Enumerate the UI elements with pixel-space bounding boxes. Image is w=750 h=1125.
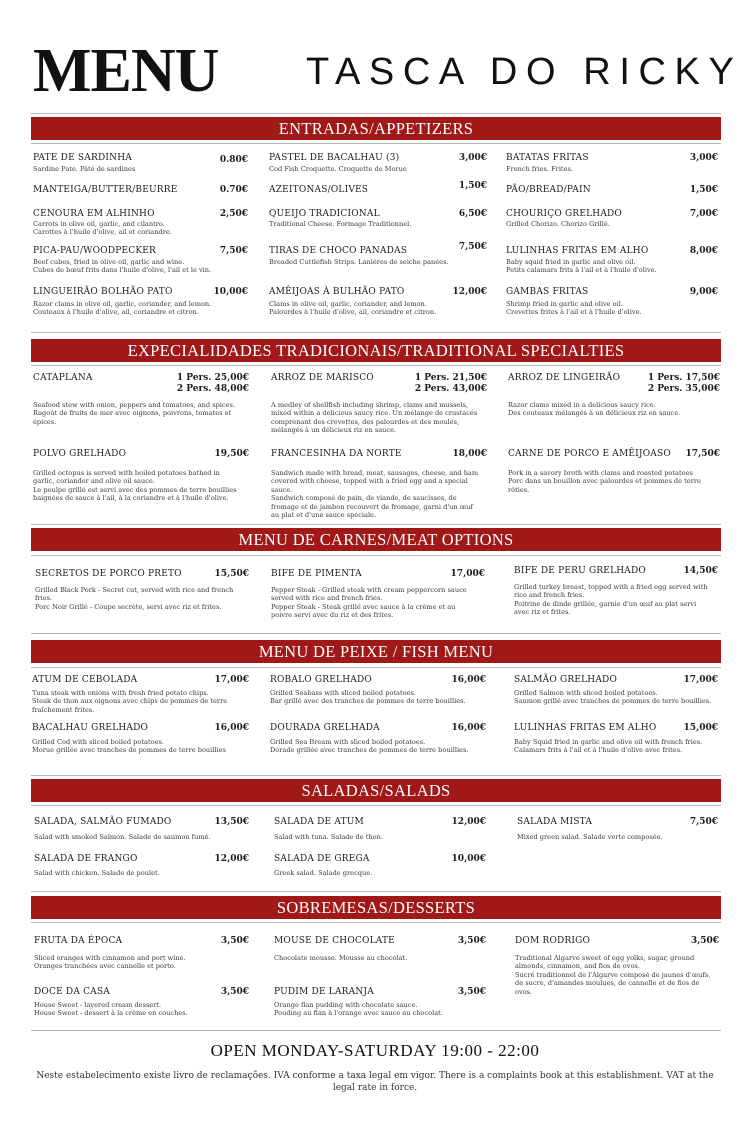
item-name: SALADA DE FRANGO bbox=[34, 854, 138, 864]
item-price: 3,50€ bbox=[220, 936, 249, 946]
divider bbox=[31, 332, 721, 333]
item-name: SALADA DE GREGA bbox=[274, 854, 370, 864]
legal-note: Neste estabelecimento existe livro de reclamações. IVA conforme a taxa legal em vigor. There is a complaints book at this establishment. VAT at the legal rate in force. bbox=[36, 1071, 714, 1093]
item-name: PÃO/BREAD/PAIN bbox=[506, 185, 591, 195]
section-banner-fish: MENU DE PEIXE / FISH MENU bbox=[31, 640, 721, 663]
item-description: Traditional Cheese. Formage Traditionnel. bbox=[269, 220, 412, 228]
item-price: 3,50€ bbox=[457, 987, 486, 997]
item-price: 17,00€ bbox=[450, 569, 485, 579]
item-price: 14,50€ bbox=[683, 566, 718, 576]
divider bbox=[31, 805, 721, 806]
item-name: TIRAS DE CHOCO PANADAS bbox=[269, 246, 408, 256]
item-price: 19,50€ bbox=[214, 449, 249, 459]
item-price: 7,00€ bbox=[689, 209, 718, 219]
item-name: ARROZ DE MARISCO bbox=[271, 373, 374, 383]
divider bbox=[31, 891, 721, 892]
item-description: Salad with tuna. Salade de thon. bbox=[274, 833, 383, 841]
item-name: SECRETOS DE PORCO PRETO bbox=[35, 569, 182, 579]
item-description: Clams in olive oil, garlic, coriander, and lemon. Palourdes à l'huile d'olive, ail, coriandre et citron. bbox=[269, 300, 437, 317]
item-description: Shrimp fried in garlic and olive oil. Crevettes frites à l'ail et à l'huile d'olive. bbox=[506, 300, 642, 317]
section-banner-salads: SALADAS/SALADS bbox=[31, 779, 721, 802]
item-description: Mixed green salad. Salade verte composée. bbox=[517, 833, 663, 841]
item-name: LULINHAS FRITAS EM ALHO bbox=[514, 723, 657, 733]
item-price: 13,50€ bbox=[214, 817, 249, 827]
item-name: AMÊIJOAS À BULHÃO PATO bbox=[269, 287, 405, 297]
item-description: Baby Squid fried in garlic and olive oil with french fries. Calamars frits à l'ail et à l'huile d'olive avec frites. bbox=[514, 738, 703, 755]
item-description: Traditional Algarve sweet of egg yolks, sugar, ground almonds, cinnamon, and fios de ovos. Sucré traditionnel de l'Algarve composé de jaunes d'œufs, de sucre, d'amandes moulues, de cannelle et de fios de ovos. bbox=[515, 954, 711, 996]
item-price: 10,00€ bbox=[451, 854, 486, 864]
item-price: 7,50€ bbox=[219, 246, 248, 256]
item-description: Razor clams in olive oil, garlic, coriander, and lemon. Couteaux à l'huile d'olive, ail, coriandre et citron. bbox=[33, 300, 212, 317]
item-name: LINGUEIRÃO BOLHÃO PATO bbox=[33, 287, 173, 297]
item-name: FRANCESINHA DA NORTE bbox=[271, 449, 402, 459]
item-description: Seafood stew with onion, peppers and tomatoes, and spices. Ragoût de fruits de mer avec oignons, poivrons, tomates et épices. bbox=[33, 401, 235, 426]
item-price: 12,00€ bbox=[451, 817, 486, 827]
item-description: Cod Fish Croquette. Croquette de Morue bbox=[269, 165, 407, 173]
item-price: 3,00€ bbox=[458, 153, 487, 163]
section-banner-meat: MENU DE CARNES/MEAT OPTIONS bbox=[31, 528, 721, 551]
item-description: Breaded Cuttlefish Strips. Lanières de seiche panées. bbox=[269, 258, 449, 266]
item-price: 15,00€ bbox=[683, 723, 718, 733]
item-description: Salad with chicken. Salade de poulet. bbox=[34, 869, 160, 877]
divider bbox=[31, 775, 721, 776]
item-name: BATATAS FRITAS bbox=[506, 153, 589, 163]
item-price: 3,50€ bbox=[220, 987, 249, 997]
item-name: BIFE DE PERU GRELHADO bbox=[514, 566, 646, 576]
divider bbox=[31, 113, 721, 114]
item-name: AZEITONAS/OLIVES bbox=[269, 185, 369, 195]
item-description: Beef cubes, fried in olive oil, garlic and wine. Cubes de bœuf frits dans l'huile d'olive, l'ail et le vin. bbox=[33, 258, 212, 275]
item-description: Grilled Seabass with sliced boiled potatoes. Bar grillé avec des tranches de pommes de terre bouillies. bbox=[270, 689, 466, 706]
item-price: 10,00€ bbox=[213, 287, 248, 297]
opening-hours: OPEN MONDAY-SATURDAY 19:00 - 22:00 bbox=[210, 1041, 540, 1060]
item-description: Razor clams mixed in a delicious saucy rice. Des couteaux mélangés à un délicieux riz en sauce. bbox=[508, 401, 681, 418]
section-banner-appetizers: ENTRADAS/APPETIZERS bbox=[31, 117, 721, 140]
item-price: 3,50€ bbox=[457, 936, 486, 946]
item-name: QUEIJO TRADICIONAL bbox=[269, 209, 380, 219]
item-description: Pepper Steak - Grilled steak with cream peppercorn sauce served with rice and french fries. Pepper Steak - Steak grillé avec sauce à la crème et au poivre servi avec du riz et des frites. bbox=[271, 586, 467, 620]
item-name: BACALHAU GRELHADO bbox=[32, 723, 149, 733]
item-name: ROBALO GRELHADO bbox=[270, 675, 372, 685]
item-price: 0.70€ bbox=[219, 185, 248, 195]
item-name: PASTEL DE BACALHAU (3) bbox=[269, 153, 400, 163]
item-description: Grilled octopus is served with boiled potatoes bathed in garlic, coriander and olive oil sauce. Le poulpe grillé est servi avec des pommes de terre bouillies baignées de sauce à l'ail, à la coriandre et à l'huile d'olive. bbox=[33, 469, 237, 503]
item-name: PICA-PAU/WOODPECKER bbox=[33, 246, 156, 256]
item-description: Grilled turkey breast, topped with a fried egg served with rice and french fries. Poitrine de dinde grillée, garnie d'un œuf au plat servi avec riz et frites. bbox=[514, 583, 708, 617]
item-name: PATE DE SARDINHA bbox=[33, 153, 132, 163]
divider bbox=[31, 667, 721, 668]
item-price: 1 Pers. 25,00€ 2 Pers. 48,00€ bbox=[176, 373, 249, 394]
item-description: Baby squid fried in garlic and olive oil. Petits calamars frits à l'ail et à l'huile d'olive. bbox=[506, 258, 657, 275]
item-price: 18,00€ bbox=[452, 449, 487, 459]
section-banner-specialties: EXPECIALIDADES TRADICIONAIS/TRADITIONAL SPECIALTIES bbox=[31, 339, 721, 362]
item-description: House Sweet - layered cream dessert. House Sweet - dessert à la crème en couches. bbox=[34, 1001, 188, 1018]
item-description: Sardine Pate. Pâté de sardines bbox=[33, 165, 136, 173]
item-price: 0.80€ bbox=[219, 155, 248, 165]
item-description: Sliced oranges with cinnamon and port wine. Oranges tranchées avec cannelle et porto. bbox=[34, 954, 186, 971]
divider bbox=[31, 524, 721, 525]
item-price: 9,00€ bbox=[689, 287, 718, 297]
item-name: DOCE DA CASA bbox=[34, 987, 110, 997]
item-name: LULINHAS FRITAS EM ALHO bbox=[506, 246, 649, 256]
item-name: ARROZ DE LINGEIRÃO bbox=[508, 373, 621, 383]
item-description: Chocolate mousse. Mousse au chocolat. bbox=[274, 954, 408, 962]
item-price: 12,00€ bbox=[214, 854, 249, 864]
item-price: 6,50€ bbox=[458, 209, 487, 219]
item-price: 16,00€ bbox=[451, 675, 486, 685]
item-name: SALMÃO GRELHADO bbox=[514, 675, 618, 685]
item-name: ATUM DE CEBOLADA bbox=[32, 675, 138, 685]
divider bbox=[31, 555, 721, 556]
item-name: POLVO GRELHADO bbox=[33, 449, 127, 459]
item-description: Grilled Sea Bream with sliced boiled potatoes. Dorade grillée avec tranches de pommes de terre bouillies. bbox=[270, 738, 469, 755]
item-description: Carrots in olive oil, garlic, and cilantro. Carottes à l'huile d'olive, ail et coriandre. bbox=[33, 220, 172, 237]
item-price: 16,00€ bbox=[214, 723, 249, 733]
divider bbox=[31, 633, 721, 634]
item-description: Grilled Black Pork - Secret cut, served with rice and french fries. Porc Noir Grillé - Coupe secrète, servi avec riz et frites. bbox=[35, 586, 234, 611]
restaurant-name: TASCA DO RICKY bbox=[306, 51, 743, 93]
item-description: Grilled Chorizo. Chorizo Grillé. bbox=[506, 220, 610, 228]
item-description: Tuna steak with onions with fresh fried potato chips. Steak de thon aux oignons avec chips de pommes de terre fraîchement frites. bbox=[32, 689, 228, 714]
item-name: CHOURIÇO GRELHADO bbox=[506, 209, 623, 219]
item-description: Sandwich made with bread, meat, sausages, cheese, and ham covered with cheese, topped with a fried egg and a special sauce. Sandwich composé de pain, de viande, de saucisses, de fromage et de jambon recouvert de fromage, garni d'un œuf au plat et d'une sauce spéciale. bbox=[271, 469, 479, 520]
divider bbox=[31, 1030, 721, 1031]
item-price: 3,00€ bbox=[689, 153, 718, 163]
item-price: 1,50€ bbox=[458, 181, 487, 191]
item-description: Greek salad. Salade grecque. bbox=[274, 869, 373, 877]
item-price: 7,50€ bbox=[689, 817, 718, 827]
item-price: 17,00€ bbox=[683, 675, 718, 685]
item-name: SALADA MISTA bbox=[517, 817, 593, 827]
item-price: 16,00€ bbox=[451, 723, 486, 733]
item-name: DOM RODRIGO bbox=[515, 936, 591, 946]
item-name: MANTEIGA/BUTTER/BEURRE bbox=[33, 185, 178, 195]
item-name: GAMBAS FRITAS bbox=[506, 287, 589, 297]
item-description: Pork in a savory broth with clams and roasted potatoes Porc dans un bouillon avec palourdes et pommes de terre rôties. bbox=[508, 469, 701, 494]
divider bbox=[31, 922, 721, 923]
item-price: 15,50€ bbox=[214, 569, 249, 579]
item-description: A medley of shellfish including shrimp, clams and mussels, mixed within a delicious saucy rice. Un mélange de crustacés comprenant des crevettes, des palourdes et des moules, mélangés à un délicieux riz en sauce. bbox=[271, 401, 478, 435]
section-banner-desserts: SOBREMESAS/DESSERTS bbox=[31, 896, 721, 919]
item-name: SALADA, SALMÃO FUMADO bbox=[34, 817, 172, 827]
item-name: CARNE DE PORCO E AMÊIJOASO bbox=[508, 449, 671, 459]
item-name: MOUSE DE CHOCOLATE bbox=[274, 936, 395, 946]
item-price: 8,00€ bbox=[689, 246, 718, 256]
item-price: 17,50€ bbox=[685, 449, 720, 459]
item-price: 1,50€ bbox=[689, 185, 718, 195]
item-price: 1 Pers. 21,50€ 2 Pers. 43,00€ bbox=[414, 373, 487, 394]
item-price: 1 Pers. 17,50€ 2 Pers. 35,00€ bbox=[647, 373, 720, 394]
item-description: Salad with smoked Salmon. Salade de saumon fumé. bbox=[34, 833, 211, 841]
item-name: SALADA DE ATUM bbox=[274, 817, 364, 827]
item-name: CENOURA EM ALHINHO bbox=[33, 209, 155, 219]
item-description: French fries. Frites. bbox=[506, 165, 573, 173]
menu-title: MENU bbox=[33, 37, 219, 105]
item-price: 3,50€ bbox=[690, 936, 719, 946]
item-price: 7,50€ bbox=[458, 242, 487, 252]
item-name: BIFE DE PIMENTA bbox=[271, 569, 362, 579]
item-description: Grilled Salmon with sliced boiled potatoes. Saumon grillé avec tranches de pommes de terre bouillies. bbox=[514, 689, 712, 706]
item-name: PUDIM DE LARANJA bbox=[274, 987, 374, 997]
item-price: 2,50€ bbox=[219, 209, 248, 219]
item-name: CATAPLANA bbox=[33, 373, 93, 383]
item-description: Grilled Cod with sliced boiled potatoes. Morue grillée avec tranches de pommes de terre bouillies bbox=[32, 738, 226, 755]
item-name: FRUTA DA ÉPOCA bbox=[34, 936, 123, 946]
item-price: 12,00€ bbox=[452, 287, 487, 297]
divider bbox=[31, 143, 721, 144]
item-name: DOURADA GRELHADA bbox=[270, 723, 380, 733]
item-price: 17,00€ bbox=[214, 675, 249, 685]
item-description: Orange flan pudding with chocolate sauce. Pouding au flan à l'orange avec sauce au chocolat. bbox=[274, 1001, 443, 1018]
divider bbox=[31, 365, 721, 366]
